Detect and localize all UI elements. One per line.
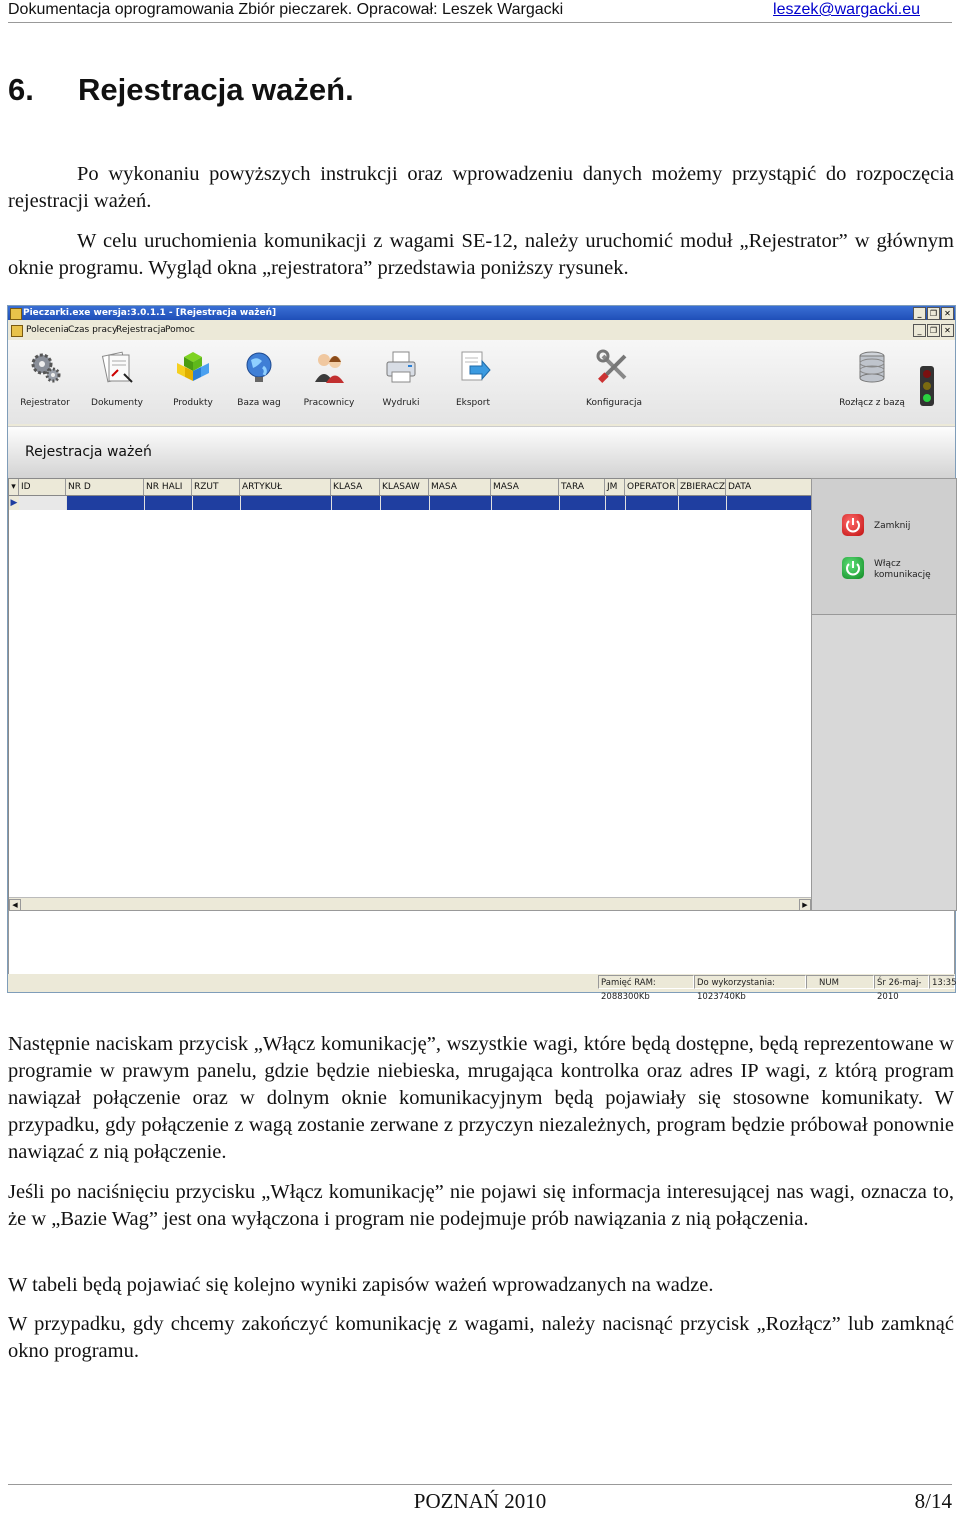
table-cell[interactable] bbox=[144, 496, 193, 510]
traffic-light-icon bbox=[920, 366, 934, 406]
page-number: 8/14 bbox=[914, 1489, 952, 1513]
tool-dokumenty[interactable] bbox=[84, 344, 150, 408]
close-icon[interactable]: ✕ bbox=[941, 307, 954, 320]
minimize-icon[interactable]: _ bbox=[913, 307, 926, 320]
tool-baza-wag[interactable] bbox=[226, 344, 292, 408]
weighings-table[interactable] bbox=[8, 478, 812, 911]
col-nr-hali[interactable]: NR HALI bbox=[144, 479, 192, 495]
status-time: 13:35 bbox=[929, 975, 955, 989]
tool-eksport[interactable] bbox=[440, 344, 506, 408]
tool-pracownicy[interactable] bbox=[296, 344, 362, 408]
menu-czas-pracy[interactable]: Czas pracy bbox=[68, 325, 118, 335]
col-nr-d[interactable]: NR D bbox=[66, 479, 144, 495]
intro-paragraph-2: W celu uruchomienia komunikacji z wagami SE-12, należy uruchomić moduł „Rejestrator” w głównym oknie programu. Wygląd okna „rejestratora” przedstawia poniższy rysunek. bbox=[8, 230, 954, 279]
menu-rejestracja[interactable]: Rejestracja bbox=[116, 325, 166, 335]
power-red-icon bbox=[842, 514, 864, 536]
table-cell[interactable] bbox=[19, 496, 67, 510]
tool-label: Produkty bbox=[173, 398, 213, 408]
app-titlebar bbox=[8, 306, 955, 320]
col-artykul[interactable]: ARTYKUŁ bbox=[240, 479, 331, 495]
tool-rejestrator[interactable] bbox=[12, 344, 78, 408]
documents-icon bbox=[100, 350, 134, 384]
intro-paragraph-1: Po wykonaniu powyższych instrukcji oraz wprowadzeniu danych możemy przystąpić do rozpoczęcia rejestracji ważeń. bbox=[8, 163, 954, 212]
cubes-icon bbox=[176, 350, 210, 384]
globe-icon bbox=[242, 350, 276, 384]
table-cell[interactable] bbox=[66, 496, 145, 510]
col-zbieracz[interactable]: ZBIERACZ bbox=[678, 479, 726, 495]
table-cell[interactable] bbox=[380, 496, 430, 510]
header-title: Dokumentacja oprogramowania Zbiór pieczarek. Opracował: Leszek Wargacki bbox=[8, 1, 564, 18]
window-controls bbox=[913, 307, 954, 320]
gears-icon bbox=[28, 350, 62, 384]
app-screenshot bbox=[7, 305, 957, 1002]
control-panel bbox=[811, 478, 957, 615]
printer-icon bbox=[384, 350, 418, 384]
maximize-icon[interactable]: ❐ bbox=[927, 307, 940, 320]
table-cell[interactable] bbox=[678, 496, 727, 510]
section-heading bbox=[8, 72, 354, 108]
header-row-indicator: ▾ bbox=[9, 479, 19, 495]
tools-icon bbox=[597, 350, 631, 384]
toolbar bbox=[8, 340, 955, 424]
menu-app-icon bbox=[11, 325, 23, 337]
table-row[interactable] bbox=[9, 496, 811, 510]
tool-label: Pracownicy bbox=[303, 398, 355, 408]
horizontal-scrollbar[interactable] bbox=[9, 897, 811, 910]
status-ram: Pamięć RAM: 2088300Kb bbox=[598, 975, 694, 989]
body-paragraph-2: Jeśli po naciśnięciu przycisku „Włącz komunikację” nie pojawi się informacja interesującej nas wagi, oznacza to, że w „Bazie Wag” jest ona wyłączona i program nie podejmuje prób nawiązania z nią połączenia. bbox=[8, 1181, 954, 1230]
tool-konfiguracja[interactable] bbox=[581, 344, 647, 408]
power-green-icon bbox=[842, 557, 864, 579]
table-cell[interactable] bbox=[331, 496, 381, 510]
child-maximize-icon[interactable]: ❐ bbox=[927, 324, 940, 337]
tool-label: Dokumenty bbox=[91, 398, 143, 408]
tool-label: Baza wag bbox=[237, 398, 281, 408]
row-pointer-icon: ▶ bbox=[10, 498, 18, 508]
status-bar bbox=[8, 974, 957, 1002]
header-email-link[interactable]: leszek@wargacki.eu bbox=[773, 1, 920, 18]
child-window-controls bbox=[913, 324, 954, 337]
status-available: Do wykorzystania: 1023740Kb bbox=[694, 975, 806, 989]
status-date: Śr 26-maj-2010 bbox=[874, 975, 929, 989]
body-paragraph-4: W przypadku, gdy chcemy zakończyć komunikację z wagami, należy nacisnąć przycisk „Rozłącz” lub zamknąć okno programu. bbox=[8, 1313, 954, 1362]
col-operator[interactable]: OPERATOR bbox=[625, 479, 678, 495]
table-cell[interactable] bbox=[491, 496, 560, 510]
table-cell[interactable] bbox=[625, 496, 679, 510]
table-cell[interactable] bbox=[192, 496, 241, 510]
menu-pomoc[interactable]: Pomoc bbox=[165, 325, 195, 335]
tool-rozlacz-z-baza[interactable] bbox=[836, 344, 908, 408]
table-cell[interactable] bbox=[605, 496, 626, 510]
close-button-label: Zamknij bbox=[874, 521, 911, 531]
communication-log[interactable] bbox=[8, 910, 955, 976]
section-header-title: Rejestracja ważeń bbox=[25, 444, 152, 460]
col-klasaw[interactable]: KLASAW bbox=[380, 479, 429, 495]
menu-bar bbox=[8, 322, 955, 338]
table-cell[interactable] bbox=[429, 496, 492, 510]
users-icon bbox=[312, 350, 346, 384]
tool-label: Rozłącz z bazą bbox=[839, 398, 905, 408]
body-paragraph-1: Następnie naciskam przycisk „Włącz komunikację”, wszystkie wagi, które będą dostępne, będą reprezentowane w programie w prawym panelu, gdzie będzie niebieska, mrugająca kontrolka oraz adres IP wagi, z którą program nawiązał połączenie oraz w dolnym oknie komunikacyjnym będą pojawiały się stosowne komunikaty. W przypadku, gdy połączenie z wagą zostanie zerwane z przyczyn niezależnych, program będzie próbował ponownie nawiązać z nią połączenie. bbox=[8, 1033, 954, 1163]
database-icon bbox=[855, 350, 889, 384]
tool-wydruki[interactable] bbox=[368, 344, 434, 408]
enable-communication-button[interactable] bbox=[842, 555, 952, 585]
col-data[interactable]: DATA bbox=[728, 482, 752, 492]
tool-label: Wydruki bbox=[382, 398, 420, 408]
tool-produkty[interactable] bbox=[160, 344, 226, 408]
page-footer bbox=[8, 1484, 952, 1513]
table-cell[interactable] bbox=[559, 496, 606, 510]
tool-label: Eksport bbox=[455, 398, 491, 408]
section-header bbox=[8, 426, 955, 479]
menu-polecenia[interactable]: Polecenia bbox=[26, 325, 69, 335]
col-id[interactable]: ID bbox=[19, 479, 66, 495]
child-close-icon[interactable]: ✕ bbox=[941, 324, 954, 337]
section-number: 6. bbox=[8, 72, 34, 107]
scales-panel bbox=[811, 614, 957, 911]
col-klasa[interactable]: KLASA bbox=[331, 479, 380, 495]
col-tara[interactable]: TARA bbox=[559, 479, 605, 495]
col-masa-netto[interactable]: MASA bbox=[429, 479, 491, 495]
status-num: NUM bbox=[806, 975, 874, 989]
col-masa-brutto[interactable]: MASA bbox=[491, 479, 559, 495]
table-header bbox=[9, 479, 811, 496]
col-jm[interactable]: JM bbox=[605, 479, 625, 495]
app-icon bbox=[10, 308, 22, 320]
child-minimize-icon[interactable]: _ bbox=[913, 324, 926, 337]
tool-label: Konfiguracja bbox=[586, 398, 642, 408]
footer-location: POZNAŃ 2010 bbox=[413, 1489, 547, 1513]
export-icon bbox=[456, 350, 490, 384]
table-cell[interactable] bbox=[240, 496, 332, 510]
close-button[interactable] bbox=[842, 512, 952, 542]
enable-communication-label: Włącz komunikację bbox=[874, 559, 931, 580]
page-header bbox=[8, 0, 952, 23]
scroll-right-icon[interactable]: ▶ bbox=[799, 899, 811, 911]
col-rzut[interactable]: RZUT bbox=[192, 479, 240, 495]
app-title: Pieczarki.exe wersja:3.0.1.1 - [Rejestracja ważeń] bbox=[23, 308, 277, 318]
tool-label: Rejestrator bbox=[20, 398, 70, 408]
body-paragraph-3: W tabeli będą pojawiać się kolejno wyniki zapisów ważeń wprowadzanych na wadze. bbox=[8, 1274, 714, 1296]
scroll-left-icon[interactable]: ◀ bbox=[9, 899, 21, 911]
section-title: Rejestracja ważeń. bbox=[78, 72, 354, 107]
